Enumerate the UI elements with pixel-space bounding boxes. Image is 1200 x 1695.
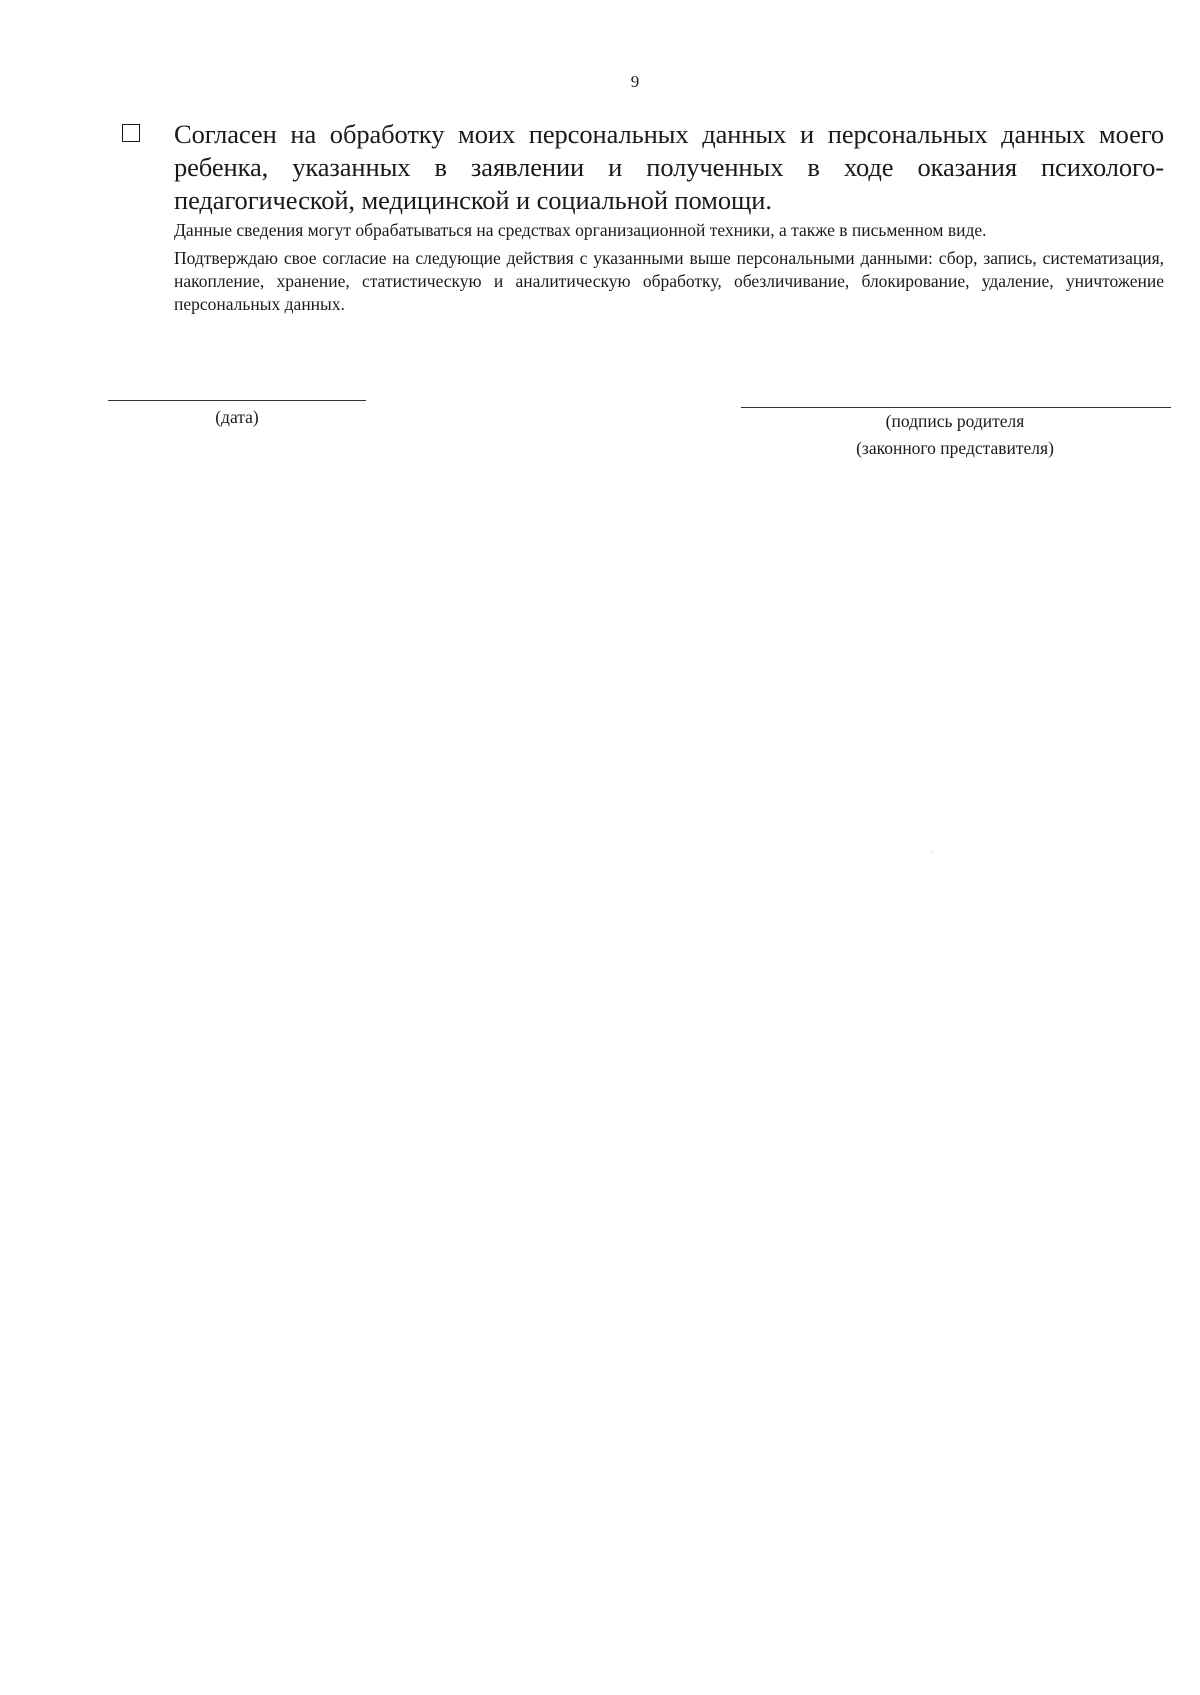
date-caption: (дата) [215, 407, 259, 427]
consent-checkbox[interactable] [122, 124, 140, 142]
scan-speck [931, 851, 932, 852]
page-number: 9 [630, 72, 640, 91]
parent-caption-line2: (законного представителя) [856, 438, 1054, 458]
parent-signature-caption [790, 408, 1120, 462]
consent-main-text: Согласен на обработку моих персональных данных и персональных данных моего ребенка, указанных в заявлении и полученных в ходе оказания психолого-педагогической, медицинской и социальной помощи. [174, 119, 1164, 215]
consent-block [122, 118, 1164, 316]
parent-caption-line1: (подпись родителя [885, 411, 1025, 431]
consent-actions-text: Подтверждаю свое согласие на следующие действия с указанными выше персональными данными: сбор, запись, систематизация, накопление, хранение, статистическую и аналитическую обработку, обезличивание, блокирование, удаление, уничтожение персональных данных. [174, 248, 1164, 314]
consent-detail-text: Данные сведения могут обрабатываться на средствах организационной техники, а также в письменном виде. [174, 220, 987, 240]
date-signature-line [108, 400, 366, 401]
